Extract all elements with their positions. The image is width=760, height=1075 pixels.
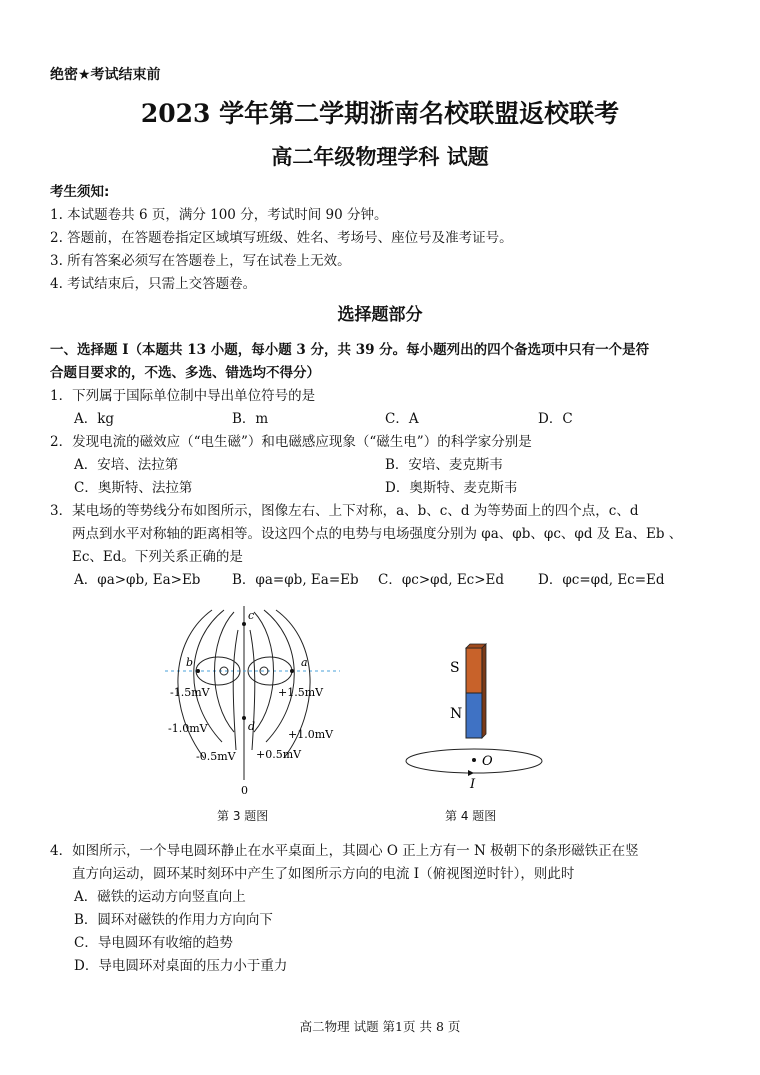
q4-stem: 4．如图所示，一个导电圆环静止在水平桌面上，其圆心 O 正上方有一 N 极朝下的条形磁铁正在竖 <box>50 843 639 859</box>
label-minus-1-5: -1.5mV <box>170 686 210 699</box>
q3-stem-cont: 两点到水平对称轴的距离相等。设这四个点的电势与电场强度分别为 φa、φb、φc、φd 及 Ea、Eb 、 <box>72 526 683 542</box>
q1-option-c: C．A <box>385 411 419 427</box>
fig4-caption: 第 4 题图 <box>445 809 497 823</box>
q1-option-b: B．m <box>232 411 269 427</box>
label-s: S <box>450 660 460 676</box>
equipotential-line <box>178 610 212 758</box>
notes-heading: 考生须知: <box>50 184 110 200</box>
q4-option-b: B．圆环对磁铁的作用力方向向下 <box>74 912 273 928</box>
label-d: d <box>248 720 256 733</box>
q2-option-b: B．安培、麦克斯韦 <box>385 457 503 473</box>
part1-instructions: 一、选择题 I（本题共 13 小题，每小题 3 分，共 39 分。每小题列出的四个备选项中只有一个是符 <box>50 342 650 358</box>
label-o: O <box>482 754 493 769</box>
label-minus-1-0: -1.0mV <box>168 722 208 735</box>
current-arrow <box>468 770 474 776</box>
part1-instructions-cont: 合题目要求的，不选、多选、错选均不得分） <box>50 365 320 381</box>
label-plus-1-5: +1.5mV <box>278 686 324 699</box>
label-minus-0-5: -0.5mV <box>196 750 236 763</box>
label-b: b <box>186 656 194 669</box>
equipotential-line <box>254 612 274 732</box>
q1-option-d: D．C <box>538 411 573 427</box>
equipotential-figure <box>160 600 350 810</box>
q3-stem-cont: Ec、Ed。下列关系正确的是 <box>72 549 243 565</box>
q3-option-b: B．φa=φb, Ea=Eb <box>232 572 359 588</box>
note-item: 2. 答题前，在答题卷指定区域填写班级、姓名、考场号、座位号及准考证号。 <box>50 230 513 246</box>
label-n: N <box>450 706 463 722</box>
exam-subtitle: 高二年级物理学科 试题 <box>271 144 489 169</box>
q1-stem: 1．下列属于国际单位制中导出单位符号的是 <box>50 388 316 404</box>
q1-option-a: A．kg <box>74 411 115 427</box>
q2-option-c: C．奥斯特、法拉第 <box>74 480 193 496</box>
ring-center-point <box>472 758 476 762</box>
label-plus-1-0: +1.0mV <box>288 728 334 741</box>
magnet-s-pole <box>466 648 482 693</box>
magnet-ring-figure <box>390 640 570 800</box>
section-title: 选择题部分 <box>337 305 423 325</box>
equipotential-line <box>264 610 294 742</box>
point-a <box>290 669 294 673</box>
q2-option-d: D．奥斯特、麦克斯韦 <box>385 480 518 496</box>
q2-option-a: A．安培、法拉第 <box>74 457 179 473</box>
equipotential-line <box>215 612 235 732</box>
label-a: a <box>301 656 308 669</box>
q4-stem-cont: 直方向运动，圆环某时刻环中产生了如图所示方向的电流 I（俯视图逆时针），则此时 <box>72 866 575 882</box>
point-b <box>196 669 200 673</box>
label-c: c <box>248 609 255 622</box>
point-c <box>242 622 246 626</box>
note-item: 1. 本试题卷共 6 页，满分 100 分，考试时间 90 分钟。 <box>50 207 388 223</box>
q4-option-d: D．导电圆环对桌面的压力小于重力 <box>74 958 288 974</box>
note-item: 4. 考试结束后，只需上交答题卷。 <box>50 276 257 292</box>
point-d <box>242 716 246 720</box>
label-zero: 0 <box>241 784 248 797</box>
magnet-side <box>482 644 486 738</box>
exam-title: 2023 学年第二学期浙南名校联盟返校联考 <box>140 99 620 128</box>
page-footer: 高二物理 试题 第1页 共 8 页 <box>299 1019 461 1034</box>
confidential-label: 绝密★考试结束前 <box>50 67 161 83</box>
label-i: I <box>470 777 476 792</box>
q3-option-a: A．φa>φb, Ea>Eb <box>74 572 201 588</box>
label-plus-0-5: +0.5mV <box>256 748 302 761</box>
fig3-caption: 第 3 题图 <box>217 809 269 823</box>
q3-stem: 3．某电场的等势线分布如图所示，图像左右、上下对称，a、b、c、d 为等势面上的四个点，c、d <box>50 503 639 519</box>
q2-stem: 2．发现电流的磁效应（“电生磁”）和电磁感应现象（“磁生电”）的科学家分别是 <box>50 434 532 450</box>
q3-option-c: C．φc>φd, Ec>Ed <box>378 572 505 588</box>
magnet-n-pole <box>466 693 482 738</box>
q3-option-d: D．φc=φd, Ec=Ed <box>538 572 665 588</box>
q4-option-c: C．导电圆环有收缩的趋势 <box>74 935 233 951</box>
q4-option-a: A．磁铁的运动方向竖直向上 <box>74 889 246 905</box>
note-item: 3. 所有答案必须写在答题卷上，写在试卷上无效。 <box>50 253 351 269</box>
